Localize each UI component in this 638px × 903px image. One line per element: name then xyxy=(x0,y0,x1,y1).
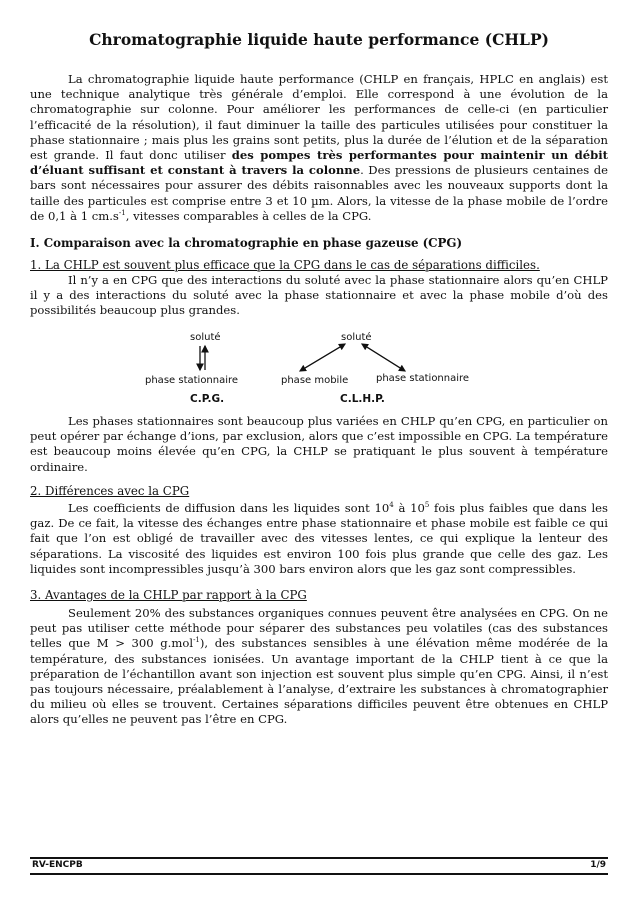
intro-text-3: , vitesses comparables à celles de la CPG. xyxy=(125,208,372,223)
subsection-heading-differences: 2. Différences avec la CPG xyxy=(30,484,190,498)
efficiency-paragraph: Il n’y a en CPG que des interactions du soluté avec la phase stationnaire alors qu’en CHLP il y a des interactions du soluté avec la phase stationnaire et avec la phase mobile d’où des possibilités beaucoup plus grandes. xyxy=(30,273,608,318)
intro-bold-text: des pompes très performantes pour maintenir un débit d’éluant suffisant et constant à travers la colonne xyxy=(30,148,608,178)
exponent-5: 5 xyxy=(424,501,430,510)
differences-text-1: Les coefficients de diffusion dans les liquides sont 10 xyxy=(68,501,390,515)
clhp-solute-label: soluté xyxy=(341,332,372,343)
page-number: 1/9 xyxy=(590,860,606,870)
clhp-label: C.L.H.P. xyxy=(340,393,385,405)
page-footer xyxy=(30,857,608,875)
subsection-heading-advantages: 3. Avantages de la CHLP par rapport à la CPG xyxy=(30,588,307,602)
advantages-text-2: ), des substances sensibles à une élévation même modérée de la température, des substances ionisées. Un avantage important de la CHLP tient à ce que la préparation de l’échantillon avant son injection est souvent plus simple qu’en CPG. Ainsi, il n’est pas toujours nécessaire, préalablement à l’analyse, d’extraire les substances à chromatographier du milieu où elles se trouvent. Certaines séparations difficiles peuvent être obtenues en CHLP alors qu’elles ne peuvent pas l’être en CPG. xyxy=(30,636,608,727)
interaction-diagram xyxy=(0,326,638,406)
advantages-paragraph xyxy=(30,606,608,728)
footer-source: RV-ENCPB xyxy=(32,860,83,870)
advantages-exponent: -1 xyxy=(193,636,200,645)
cpg-solute-label: soluté xyxy=(190,332,221,343)
advantages-text-1: Seulement 20% des substances organiques connues peuvent être analysées en CPG. On ne peut pas utiliser cette méthode pour séparer des substances peu volatiles (cas des substances telles que M > 300 g.mol xyxy=(30,606,608,651)
subsection-heading-efficiency: 1. La CHLP est souvent plus efficace que la CPG dans le cas de séparations difficiles. xyxy=(30,258,540,272)
exponent-4: 4 xyxy=(389,501,394,510)
clhp-stationary-label: phase stationnaire xyxy=(376,373,470,384)
differences-text-2: à 10 xyxy=(393,501,425,515)
differences-paragraph xyxy=(30,501,608,577)
intro-exponent: -1 xyxy=(118,208,126,217)
differences-text-3: fois plus faibles que dans les gaz. De ce fait, la vitesse des échanges entre phase stationnaire et phase mobile est faible ce qui fait que l’on est obligé de travailler avec des vitesses lentes, ce qui explique la lenteur des séparations. La viscosité des liquides est environ 100 fois plus grande que celle des gaz. Les liquides sont incompressibles jusqu’à 300 bars environ alors que les gaz sont compressibles. xyxy=(30,501,608,576)
section-heading-comparison: I. Comparaison avec la chromatographie en phase gazeuse (CPG) xyxy=(30,236,463,250)
clhp-arrow-to-solute-right xyxy=(362,344,405,371)
clhp-arrow-to-solute-left xyxy=(300,344,345,371)
intro-text-2: . Des pressions de plusieurs centaines de bars sont nécessaires pour assurer des débits raisonnables avec les nouveaux supports dont la taille des particules est comprise entre 3 et 10 µm. Alors, la vitesse de la phase mobile de l’ordre de 0,1 à 1 cm.s xyxy=(30,163,608,223)
stationary-phases-paragraph: Les phases stationnaires sont beaucoup plus variées en CHLP qu’en CPG, en particulier on peut opérer par échange d’ions, par exclusion, alors que c’est impossible en CPG. La température est beaucoup moins élevée qu’en CPG, la CHLP se pratiquant le plus souvent à température ordinaire. xyxy=(30,414,608,474)
intro-text-1: La chromatographie liquide haute performance (CHLP en français, HPLC en anglais) est une technique analytique très générale d’emploi. Elle correspond à une évolution de la chromatographie sur colonne. Pour améliorer les performances de celle-ci (en particulier l’efficacité de la résolution), il faut diminuer la taille des particules utilisées pour constituer la phase stationnaire ; mais plus les grains sont petits, plus la durée de l’élution et de la séparation est grande. Il faut donc utiliser xyxy=(30,72,608,163)
cpg-label: C.P.G. xyxy=(190,393,225,405)
intro-paragraph xyxy=(30,72,608,224)
clhp-mobile-label: phase mobile xyxy=(281,375,349,386)
cpg-stationary-label: phase stationnaire xyxy=(145,375,239,386)
page-title: Chromatographie liquide haute performance (CHLP) xyxy=(89,30,549,49)
